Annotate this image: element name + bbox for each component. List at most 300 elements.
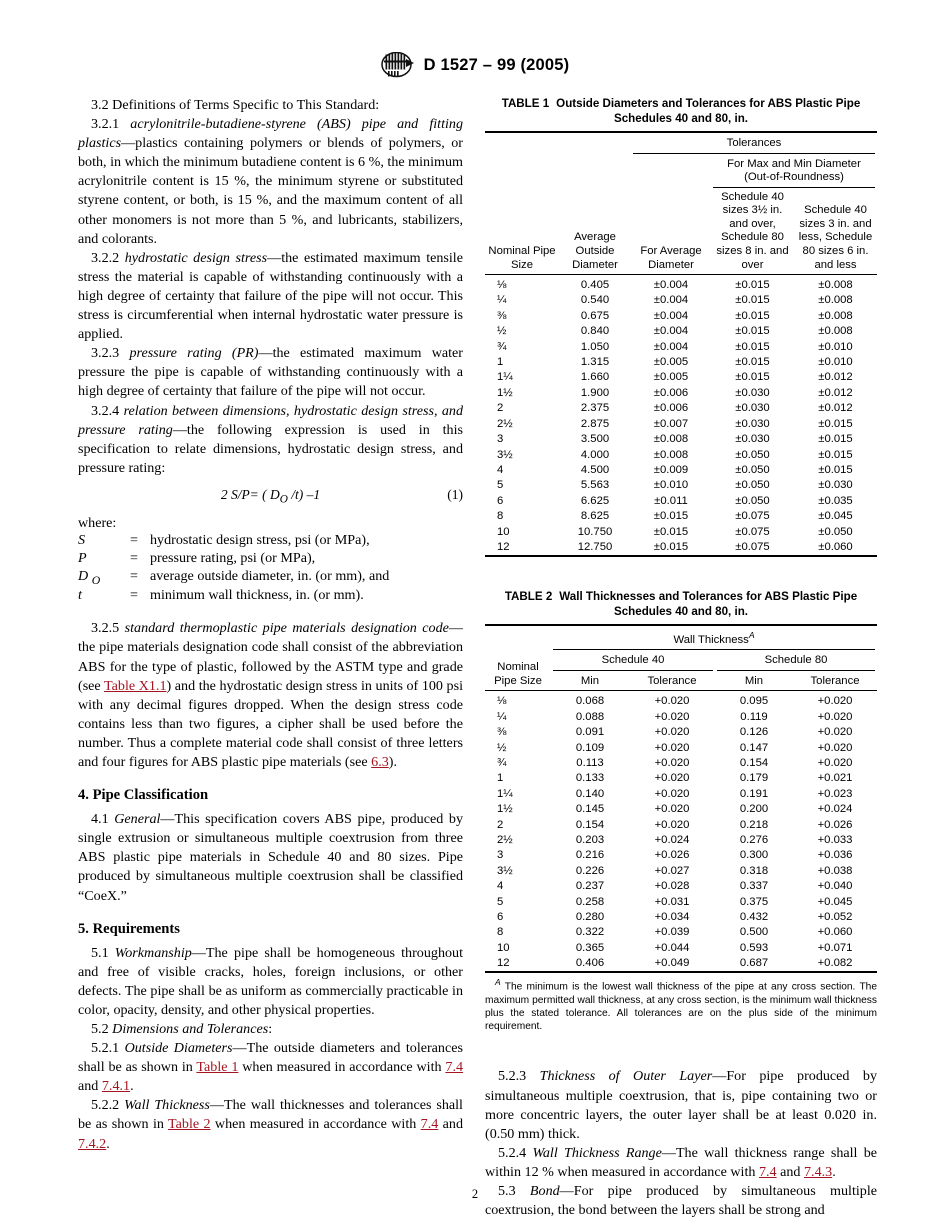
defined-term: relation between dimensions, hydrostatic design stress, and pressure rating: [78, 402, 464, 438]
table-row: [485, 447, 877, 462]
cell-s80-min: 0.276: [739, 833, 769, 846]
table-row: [485, 832, 877, 847]
cross-reference-6-3[interactable]: 6.3: [371, 754, 389, 771]
table-row: [485, 940, 877, 955]
cell-s40-tol: +0.027: [654, 864, 690, 877]
symbol-letter: D: [78, 567, 89, 584]
cell-od: 4.000: [580, 448, 610, 461]
cross-reference-7-4[interactable]: 7.4: [420, 1116, 439, 1133]
table-row: [485, 894, 877, 909]
footnote-marker-a: A: [495, 977, 501, 988]
cell-s80-min: 0.432: [739, 910, 769, 923]
cell-oor-less: ±0.050: [818, 525, 853, 538]
th-wall-thickness-label: [553, 627, 875, 650]
th-schedule40-group: [551, 652, 715, 673]
cell-s40-min: 0.322: [575, 926, 605, 939]
cell-size: 4: [497, 463, 504, 476]
cross-reference-7-4-2[interactable]: 7.4.2: [78, 1135, 107, 1152]
cell-size: 1½: [497, 386, 513, 399]
cross-reference-table-1[interactable]: Table 1: [196, 1059, 239, 1076]
cell-s40-min: 0.406: [551, 956, 629, 972]
cell-oor-less: ±0.012: [818, 371, 853, 384]
equation-subscript: O: [279, 493, 288, 506]
cell-avg-tol: ±0.004: [653, 340, 689, 353]
cell-oor-less: ±0.012: [818, 402, 853, 415]
table-row: [485, 539, 877, 555]
cell-s80-tol: +0.023: [817, 787, 853, 800]
cell-s80-min: 0.095: [715, 691, 793, 709]
defined-term: Dimensions and Tolerances: [112, 1020, 269, 1037]
cell-s40-tol: +0.020: [654, 741, 690, 754]
left-column: [78, 96, 463, 1154]
cell-oor-over: ±0.050: [735, 463, 770, 476]
cell-size: 3½: [497, 448, 513, 461]
table-row: [485, 275, 877, 293]
cell-size: 2: [497, 402, 504, 415]
th-wall-thickness-text: Wall Thickness: [673, 633, 749, 646]
cell-oor-less: ±0.030: [818, 479, 853, 492]
clause-number: 5.2: [91, 1020, 113, 1037]
table-1-header-row-tolerances: [485, 132, 877, 156]
table-1-caption: [485, 96, 877, 126]
cell-s40-min: 0.258: [575, 895, 605, 908]
cell-avg-tol: ±0.011: [654, 494, 688, 507]
table-2-label: TABLE 2: [504, 589, 553, 603]
cell-oor-less: ±0.015: [818, 433, 853, 446]
cell-s40-tol: +0.020: [654, 818, 690, 831]
table-row: [485, 909, 877, 924]
cell-od: 2.375: [580, 402, 610, 415]
table-row: [485, 709, 877, 724]
clause-number: 5.2.4: [498, 1144, 533, 1161]
cell-size: ⅜: [497, 309, 507, 322]
cell-oor-over: ±0.015: [735, 371, 770, 384]
cell-s80-min: 0.218: [739, 818, 769, 831]
cell-avg-tol: ±0.006: [653, 402, 689, 415]
cell-s80-tol: +0.020: [817, 741, 853, 754]
cell-size: 3: [497, 849, 504, 862]
cell-oor-less: ±0.015: [818, 463, 853, 476]
paragraph-3-2-2: [78, 249, 463, 344]
section-heading-5: 5. Requirements: [78, 920, 180, 937]
symbol-definition-list: [78, 532, 389, 606]
footnote-marker-a: A: [748, 629, 755, 640]
defined-term: Bond: [529, 1182, 560, 1199]
cell-oor-less: ±0.015: [818, 448, 853, 461]
cell-oor-less: ±0.060: [794, 539, 877, 555]
cell-s80-min: 0.191: [739, 787, 769, 800]
table-1-label: TABLE 1: [501, 97, 550, 110]
cell-s40-tol: +0.024: [654, 833, 690, 846]
symbol: t: [78, 587, 82, 604]
cell-avg-tol: ±0.006: [653, 386, 689, 399]
cell-s40-tol: +0.020: [654, 710, 690, 723]
cell-od: 8.625: [580, 510, 610, 523]
clause-body: and: [78, 1078, 102, 1095]
table-1-head: [485, 132, 877, 274]
paragraph-5-2-2: [78, 1096, 463, 1153]
symbol-subscript: O: [91, 573, 101, 587]
defined-term: Outside Diameters: [124, 1040, 233, 1057]
table-row: [485, 478, 877, 493]
cell-od: 0.540: [580, 294, 610, 307]
paragraph-3-2-4: [78, 402, 463, 478]
cell-avg-tol: ±0.008: [653, 448, 689, 461]
clause-body: —This specification covers ABS pipe, produced by single extrusion or simultaneous multiple coextrusion from three ABS plastic pipe materials in Schedule 40 and 80 sizes. Pipe produced by simultaneous multiple coextrusion shall be classified “CoeX.”: [78, 811, 463, 904]
cell-oor-less: ±0.008: [818, 325, 853, 338]
cell-s80-tol: +0.020: [793, 691, 877, 709]
cell-od: 0.405: [559, 275, 631, 293]
cell-size: 5: [497, 479, 504, 492]
symbol-definition: minimum wall thickness, in. (or mm).: [150, 587, 364, 604]
equation-number: (1): [447, 486, 463, 502]
cell-oor-less: ±0.035: [818, 494, 853, 507]
spacer: [485, 1033, 877, 1067]
cell-oor-over: ±0.030: [735, 386, 770, 399]
cell-oor-over: ±0.015: [735, 309, 770, 322]
clause-body: :: [268, 1020, 273, 1037]
defined-term: standard thermoplastic pipe materials designation code: [124, 620, 449, 637]
cell-s80-tol: +0.082: [793, 956, 877, 972]
cell-avg-tol: ±0.015: [653, 525, 689, 538]
table-row: [485, 462, 877, 477]
cell-s80-tol: +0.020: [817, 710, 853, 723]
cell-oor-over: ±0.050: [735, 494, 770, 507]
cell-od: 12.750: [559, 539, 631, 555]
clause-body: ).: [388, 754, 397, 771]
th-nominal-pipe-size-label: Nominal Pipe Size: [494, 661, 542, 688]
symbol: [78, 568, 130, 588]
paragraph-5-2-4: [485, 1144, 877, 1182]
clause-body: and: [776, 1163, 804, 1180]
cell-size: 8: [497, 926, 504, 939]
page-header: [0, 52, 950, 78]
equals-sign: =: [130, 567, 138, 584]
cell-s80-min: 0.300: [739, 849, 769, 862]
clause-body: —the estimated maximum water pressure the pipe is capable of withstanding continuously with a high degree of certainty that failure of the pipe will not occur.: [78, 345, 464, 400]
cell-s80-min: 0.500: [739, 926, 769, 939]
table-2-footnote: [485, 977, 877, 1033]
cell-oor-less: ±0.008: [794, 275, 877, 293]
cross-reference-7-4[interactable]: 7.4: [445, 1059, 464, 1076]
clause-body: —The outside diameters and tolerances shall be as shown in: [78, 1040, 463, 1076]
cell-s80-tol: +0.020: [817, 756, 853, 769]
cell-avg-tol: ±0.005: [653, 371, 689, 384]
cell-s40-min: 0.088: [575, 710, 605, 723]
clause-body: ) and the hydrostatic design stress in units of 100 psi with any decimal figures dropped. When the design stress code contains less than two figures, a cipher shall be used before the number. Thus a complete material code shall consist of three letters and four figures for ABS plastic pipe materials (see: [78, 677, 463, 771]
table-1-block: [485, 96, 877, 557]
cell-size: 2½: [497, 833, 513, 846]
cell-s80-tol: +0.024: [817, 803, 853, 816]
cell-avg-tol: ±0.007: [653, 417, 689, 430]
defined-term: Thickness of Outer Layer: [539, 1068, 713, 1085]
clause-body: .: [106, 1135, 110, 1152]
cell-size: 6: [497, 910, 504, 923]
defined-term: General: [114, 811, 161, 828]
cell-oor-less: ±0.010: [818, 340, 853, 353]
table-row: [485, 416, 877, 431]
defined-term: acrylonitrile-butadiene-styrene (ABS) pipe and fitting plastics: [78, 116, 464, 152]
cell-od: 4.500: [580, 463, 610, 476]
cell-od: 1.900: [580, 386, 610, 399]
table-row: [485, 493, 877, 508]
cell-od: 1.050: [580, 340, 610, 353]
table-1: [485, 131, 877, 557]
symbol-row: [78, 550, 389, 568]
symbol-row: [78, 532, 389, 550]
clause-body: when measured in accordance with: [210, 1116, 421, 1133]
cell-s40-min: 0.154: [575, 818, 605, 831]
clause-body: —plastics containing polymers or blends of polymers, or both, in which the minimum butadiene content is 6 %, the minimum acrylonitrile content is 15 %, the minimum styrene or substituted styrene content, or both, is 15 %, and the maximum content of all other monomers is not more than 5 %, and lubricants, stabilizers, and colorants.: [78, 135, 463, 247]
cell-oor-less: ±0.010: [818, 356, 853, 369]
where-label: where:: [78, 514, 117, 531]
cell-avg-tol: ±0.004: [631, 275, 711, 293]
th-tolerances-label: Tolerances: [633, 134, 875, 154]
clause-number: 3.2.5: [91, 620, 125, 637]
table-2: [485, 624, 877, 973]
table-2-head: [485, 625, 877, 691]
cell-avg-tol: ±0.004: [653, 325, 689, 338]
cross-reference-7-4-1[interactable]: 7.4.1: [101, 1078, 131, 1095]
defined-term: Workmanship: [114, 944, 192, 961]
cell-s80-min: 0.318: [739, 864, 769, 877]
cell-s40-min: 0.091: [575, 726, 605, 739]
table-row: [485, 524, 877, 539]
cell-s80-tol: +0.060: [817, 926, 853, 939]
equation-expression-rest: /t) –1: [287, 486, 321, 502]
clause-body: —the estimated maximum tensile stress the material is capable of withstanding continuously with a high degree of certainty that failure of the pipe will not occur. This stress is circumferential when internal hydrostatic water pressure is applied.: [78, 249, 463, 343]
cell-od: 1.660: [580, 371, 610, 384]
cell-avg-tol: ±0.009: [653, 463, 689, 476]
clause-body: —For pipe produced by simultaneous multiple coextrusion, that is, pipe containing two or more concentric layers, the outer layer shall be at least 0.020 in. (0.50 mm) thick.: [485, 1068, 877, 1142]
table-row: [485, 817, 877, 832]
cell-size: 5: [497, 895, 504, 908]
clause-number: 3.2.4: [91, 402, 124, 419]
cell-s40-tol: +0.020: [654, 772, 690, 785]
clause-number: 3.2.1: [91, 116, 131, 133]
th-schedule40-over: Schedule 40 sizes 3½ in. and over, Schedule 80 sizes 8 in. and over: [716, 190, 789, 271]
table-2-caption: [485, 589, 877, 619]
cell-oor-over: ±0.075: [711, 539, 794, 555]
cell-s80-tol: +0.026: [817, 818, 853, 831]
cell-s80-min: 0.687: [715, 956, 793, 972]
cross-reference-7-4-3[interactable]: 7.4.3: [804, 1163, 833, 1180]
defined-term: Wall Thickness Range: [532, 1144, 662, 1161]
cell-od: 10.750: [577, 525, 613, 538]
table-row: [485, 509, 877, 524]
cell-size: ¾: [497, 340, 507, 353]
cell-size: 1¼: [497, 787, 513, 800]
th-for-average-diameter: For Average Diameter: [640, 244, 702, 271]
paragraph-3-2-3: [78, 344, 463, 401]
cell-size: 2½: [497, 417, 513, 430]
cell-s40-tol: +0.049: [629, 956, 715, 972]
cell-oor-over: ±0.015: [711, 275, 794, 293]
cell-s80-min: 0.337: [739, 880, 769, 893]
table-row: [485, 786, 877, 801]
cell-s80-tol: +0.020: [817, 726, 853, 739]
table-row: [485, 385, 877, 400]
cell-od: 1.315: [580, 356, 610, 369]
cell-s40-min: 0.133: [575, 772, 605, 785]
th-tolerances-group: [631, 132, 877, 156]
cell-size: ½: [497, 325, 507, 338]
cell-s80-tol: +0.038: [817, 864, 853, 877]
cell-size: 3½: [497, 864, 513, 877]
clause-body: —For pipe produced by simultaneous multiple coextrusion, the bond between the layers shall be strong and: [485, 1182, 877, 1219]
cell-od: 6.625: [580, 494, 610, 507]
equation-expression: 2 S/P= ( D: [220, 486, 280, 502]
th-s40-tolerance: Tolerance: [647, 674, 697, 687]
table-row: [485, 771, 877, 786]
cell-s80-tol: +0.071: [817, 941, 853, 954]
th-schedule80-group: [715, 652, 877, 673]
clause-body: —The wall thickness range shall be within 12 % when measured in accordance with: [485, 1144, 877, 1180]
cell-oor-over: ±0.015: [735, 340, 770, 353]
clause-number: 3.2.2: [91, 249, 125, 266]
cross-reference-7-4[interactable]: 7.4: [758, 1163, 777, 1180]
cell-s80-min: 0.147: [739, 741, 769, 754]
th-nominal-pipe-size: Nominal Pipe Size: [485, 132, 559, 274]
cell-s80-tol: +0.045: [817, 895, 853, 908]
th-nominal-pipe-size: [485, 625, 551, 691]
cell-oor-over: ±0.015: [735, 294, 770, 307]
table-row: [485, 293, 877, 308]
cell-size: ¼: [497, 294, 507, 307]
table-row: [485, 755, 877, 770]
cell-size: ⅛: [485, 691, 551, 709]
section-heading-4: 4. Pipe Classification: [78, 787, 209, 804]
clause-number: 5.3: [498, 1182, 530, 1199]
cell-oor-less: ±0.008: [818, 309, 853, 322]
cell-s40-min: 0.068: [551, 691, 629, 709]
clause-number: 5.2.1: [91, 1040, 125, 1057]
table-row: [485, 879, 877, 894]
clause-body: .: [130, 1078, 134, 1095]
th-out-of-roundness-label: For Max and Min Diameter (Out-of-Roundness): [713, 157, 875, 188]
clause-number: 3.2.3: [91, 345, 130, 362]
cell-s40-tol: +0.031: [654, 895, 690, 908]
cell-s40-min: 0.226: [575, 864, 605, 877]
paragraph-5-1: [78, 944, 463, 1020]
cell-size: 12: [485, 956, 551, 972]
cell-oor-less: ±0.045: [818, 510, 853, 523]
cell-s40-tol: +0.034: [654, 910, 690, 923]
cell-oor-over: ±0.050: [735, 479, 770, 492]
symbol-row: [78, 587, 389, 605]
paragraph-5-2-3: [485, 1067, 877, 1143]
cell-s80-min: 0.126: [739, 726, 769, 739]
right-column: [485, 96, 877, 1220]
cell-size: ⅛: [485, 275, 559, 293]
defined-term: pressure rating (PR): [129, 345, 259, 362]
table-row: [485, 370, 877, 385]
th-s80-tolerance: Tolerance: [810, 674, 860, 687]
cell-oor-less: ±0.012: [818, 386, 853, 399]
cell-s80-min: 0.593: [739, 941, 769, 954]
cell-s80-min: 0.200: [739, 803, 769, 816]
table-row: [485, 740, 877, 755]
symbol-definition: pressure rating, psi (or MPa),: [150, 549, 316, 566]
cell-oor-over: ±0.030: [735, 417, 770, 430]
cross-reference-table-2[interactable]: Table 2: [168, 1116, 211, 1133]
cell-oor-less: ±0.008: [818, 294, 853, 307]
spacer: [78, 605, 463, 619]
cell-oor-over: ±0.030: [735, 402, 770, 415]
cell-od: 2.875: [580, 417, 610, 430]
th-wall-thickness-group: [551, 625, 877, 652]
symbol: S: [78, 531, 86, 548]
cell-size: 12: [485, 539, 559, 555]
cell-s40-min: 0.113: [576, 756, 604, 769]
cell-od: 0.675: [580, 309, 610, 322]
table-2-body: [485, 691, 877, 972]
table-2-title: Wall Thicknesses and Tolerances for ABS Plastic Pipe Schedules 40 and 80, in.: [559, 589, 858, 618]
cell-size: 10: [497, 525, 510, 538]
symbol-definition: hydrostatic design stress, psi (or MPa),: [150, 531, 370, 548]
defined-term: Wall Thickness: [124, 1097, 210, 1114]
cell-size: 2: [497, 818, 504, 831]
cell-avg-tol: ±0.008: [653, 433, 689, 446]
paragraph-3-2-1: [78, 115, 463, 249]
cell-s40-tol: +0.020: [629, 691, 715, 709]
cell-size: 1¼: [497, 371, 513, 384]
cell-s40-min: 0.216: [575, 849, 605, 862]
defined-term: hydrostatic design stress: [124, 249, 268, 266]
th-s80-min: Min: [744, 674, 764, 687]
cell-avg-tol: ±0.005: [653, 356, 689, 369]
table-1-title: Outside Diameters and Tolerances for ABS Plastic Pipe Schedules 40 and 80, in.: [556, 97, 861, 126]
cell-s40-tol: +0.020: [654, 726, 690, 739]
cell-size: 10: [497, 941, 510, 954]
table-row: [485, 432, 877, 447]
cross-reference-table-x1-1[interactable]: Table X1.1: [104, 677, 167, 694]
paragraph-3-2: 3.2 Definitions of Terms Specific to This Standard:: [91, 97, 380, 113]
page-number: 2: [471, 1187, 479, 1201]
cell-s80-tol: +0.021: [817, 772, 853, 785]
clause-number: 5.2.2: [91, 1097, 125, 1114]
cell-s80-tol: +0.040: [817, 880, 853, 893]
clause-number: 5.1: [91, 944, 115, 961]
cell-size: 8: [497, 510, 504, 523]
th-s40-min: Min: [580, 674, 600, 687]
clause-body: .: [832, 1163, 836, 1180]
table-row: [485, 725, 877, 740]
cell-size: ¾: [497, 756, 507, 769]
document-designation: D 1527 – 99 (2005): [423, 55, 570, 74]
cell-avg-tol: ±0.015: [631, 539, 711, 555]
cell-s40-min: 0.109: [575, 741, 605, 754]
equals-sign: =: [130, 587, 138, 604]
cell-size: 6: [497, 494, 504, 507]
table-1-body: [485, 275, 877, 556]
clause-body: —The pipe shall be homogeneous throughout and free of visible cracks, holes, foreign inclusions, or other defects. The pipe shall be as uniform as commercially practicable in color, opacity, density, and other physical properties.: [78, 944, 463, 1018]
clause-body: —the pipe materials designation code shall consist of the abbreviation ABS for the type of plastic, followed by the ASTM type and grade (see: [78, 620, 463, 694]
cell-s40-min: 0.203: [575, 833, 605, 846]
th-out-of-roundness-group: [711, 156, 877, 190]
equals-sign: =: [130, 531, 138, 548]
cell-s40-tol: +0.044: [654, 941, 690, 954]
cell-od: 3.500: [580, 433, 610, 446]
cell-size: ¼: [497, 710, 507, 723]
cell-avg-tol: ±0.015: [653, 510, 689, 523]
table-row: [485, 691, 877, 709]
cell-s40-min: 0.140: [575, 787, 605, 800]
cell-od: 5.563: [580, 479, 610, 492]
clause-body: and: [438, 1116, 463, 1133]
cell-oor-over: ±0.015: [735, 356, 770, 369]
cell-s40-tol: +0.039: [654, 926, 690, 939]
